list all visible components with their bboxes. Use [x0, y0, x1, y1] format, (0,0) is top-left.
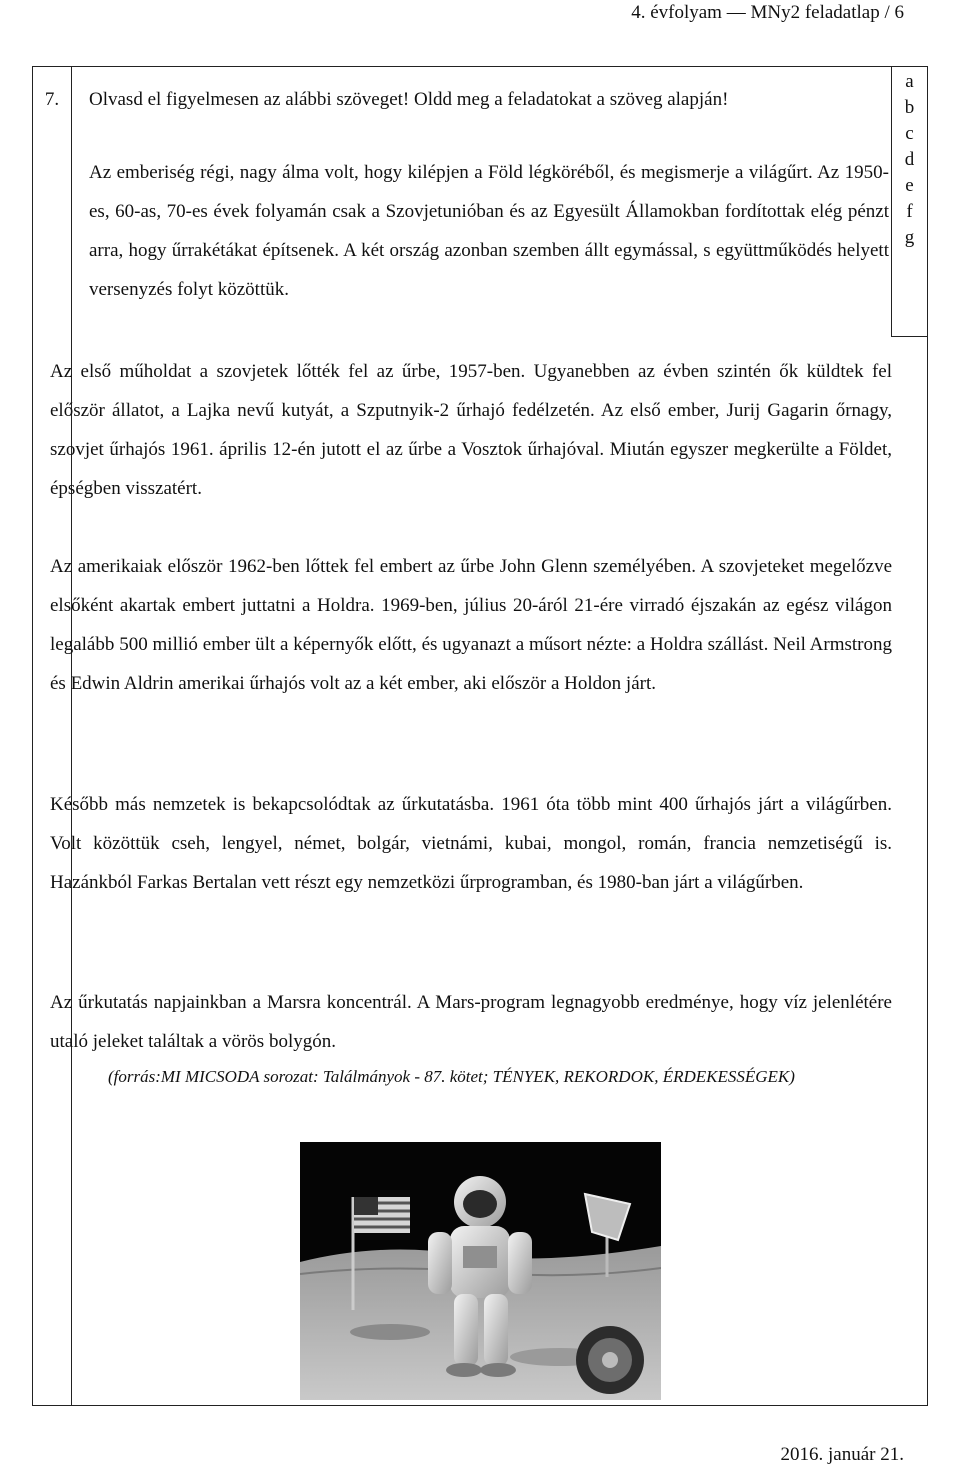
paragraph-soviet: Az első műholdat a szovjetek lőtték fel az űrbe, 1957-ben. Ugyanebben az évben szintén ők küldtek fel először állatot, a Lajka nevű kutyát, a Szputnyik-2 űrhajó fedélzetén. Az első ember, Jurij Gagarin őrnagy, szovjet űrhajós 1961. április 12-én jutott el az űrbe a Vosztok űrhajóval. Miután egyszer megkerülte a Földet, épségben visszatért.: [50, 361, 892, 499]
answer-letter: e: [905, 175, 914, 196]
page-footer-date: 2016. január 21.: [780, 1444, 904, 1465]
answer-letter: d: [904, 149, 915, 170]
answer-letter: g: [904, 227, 915, 248]
paragraph-intro: Az emberiség régi, nagy álma volt, hogy kilépjen a Föld légköréből, és megismerje a világűrt. Az 1950-es, 60-as, 70-es évek folyamán csak a Szovjetunióban és az Egyesült Államokban fordítottak elég pénzt arra, hogy űrrakétákat építsenek. A két ország azonban szemben állt egymással, s együttműködés helyett versenyzés folyt közöttük.: [89, 162, 889, 300]
page-header: 4. évfolyam — MNy2 feladatlap / 6: [631, 2, 904, 23]
answer-letter-column: [891, 67, 927, 337]
astronaut-moon-photo: [300, 1142, 661, 1400]
paragraph-american: Az amerikaiak először 1962-ben lőttek fel embert az űrbe John Glenn személyében. A szovjeteket megelőzve elsőként akartak embert juttatni a Holdra. 1969-ben, július 20-áról 21-ére virradó éjszakán az egész világon legalább 500 millió ember ült a képernyők előtt, és ugyanazt a műsort nézte: a Holdra szállást. Neil Armstrong és Edwin Aldrin amerikai űrhajós volt az a két ember, aki először a Holdon járt.: [50, 556, 892, 694]
task-instruction: Olvasd el figyelmesen az alábbi szöveget! Oldd meg a feladatokat a szöveg alapján!: [89, 89, 729, 110]
paragraph-mars: Az űrkutatás napjainkban a Marsra koncentrál. A Mars-program legnagyobb eredménye, hogy víz jelenlétére utaló jeleket találtak a vörös bolygón.: [50, 992, 892, 1052]
task-number: 7.: [44, 89, 60, 110]
answer-letter: f: [906, 201, 913, 222]
answer-letter: c: [905, 123, 914, 144]
source-citation: (forrás:MI MICSODA sorozat: Találmányok - 87. kötet; TÉNYEK, REKORDOK, ÉRDEKESSÉGEK): [108, 1067, 795, 1086]
answer-letter: b: [904, 97, 915, 118]
task-number-column: [33, 67, 72, 1405]
paragraph-other-nations: Később más nemzetek is bekapcsolódtak az űrkutatásba. 1961 óta több mint 400 űrhajós járt a világűrben. Volt közöttük cseh, lengyel, német, bolgár, vietnámi, kubai, mongol, román, francia nemzetiségű is. Hazánkból Farkas Bertalan vett részt egy nemzetközi űrprogramban, és 1980-ban járt a világűrben.: [50, 794, 892, 893]
answer-letter: a: [905, 71, 914, 92]
